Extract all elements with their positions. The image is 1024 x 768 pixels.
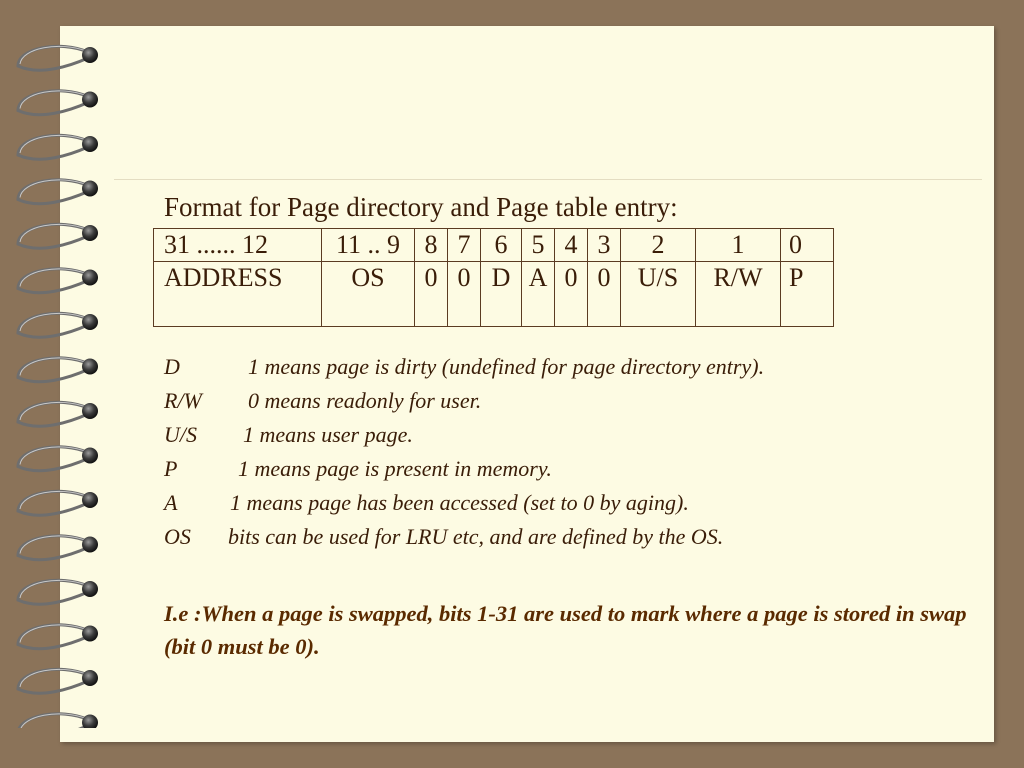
spiral-ring-icon xyxy=(18,402,98,426)
bit-cell: 2 xyxy=(621,229,696,262)
bit-cell: 31 ...... 12 xyxy=(154,229,322,262)
definition-row xyxy=(164,352,764,386)
spiral-ring-icon xyxy=(18,313,98,337)
swap-note: I.e :When a page is swapped, bits 1-31 are used to mark where a page is stored in swap (bit 0 must be 0). xyxy=(164,601,967,659)
definition-text: 1 means user page. xyxy=(243,422,413,447)
definition-text: 1 means page has been accessed (set to 0 by aging). xyxy=(230,490,689,515)
page-entry-format-table xyxy=(153,228,834,327)
definition-term: OS xyxy=(164,524,191,549)
definition-row xyxy=(164,488,764,522)
spiral-ring-icon xyxy=(18,536,98,560)
definition-row xyxy=(164,454,764,488)
field-cell: 0 xyxy=(555,262,588,327)
ruled-line xyxy=(114,179,982,180)
definition-text: 1 means page is dirty (undefined for page directory entry). xyxy=(248,354,765,379)
spiral-ring-icon xyxy=(18,269,98,293)
spiral-ring-icon xyxy=(18,491,98,515)
definition-term: A xyxy=(164,490,178,515)
bit-cell: 4 xyxy=(555,229,588,262)
bit-cell: 6 xyxy=(481,229,522,262)
definition-term: D xyxy=(164,354,180,379)
bit-definitions xyxy=(164,352,764,556)
spiral-ring-icon xyxy=(18,669,98,693)
spiral-ring-icon xyxy=(18,224,98,248)
spiral-ring-icon xyxy=(18,580,98,604)
spiral-ring-icon xyxy=(18,447,98,471)
field-cell: 0 xyxy=(588,262,621,327)
field-cell: 0 xyxy=(415,262,448,327)
definition-term: U/S xyxy=(164,422,197,447)
bit-cell: 1 xyxy=(696,229,781,262)
field-row xyxy=(154,262,834,327)
bit-cell: 5 xyxy=(522,229,555,262)
definition-term: P xyxy=(164,456,178,481)
spiral-binding xyxy=(10,38,110,728)
field-cell: P xyxy=(781,262,834,327)
bit-cell: 11 .. 9 xyxy=(322,229,415,262)
definition-text: bits can be used for LRU etc, and are defined by the OS. xyxy=(228,524,724,549)
spiral-ring-icon xyxy=(18,625,98,649)
definition-row xyxy=(164,522,764,556)
bit-cell: 7 xyxy=(448,229,481,262)
spiral-ring-icon xyxy=(18,46,98,70)
bit-number-row xyxy=(154,229,834,262)
spiral-ring-icon xyxy=(18,180,98,204)
field-cell: OS xyxy=(322,262,415,327)
spiral-ring-icon xyxy=(18,91,98,115)
definition-row xyxy=(164,386,764,420)
field-cell: ADDRESS xyxy=(154,262,322,327)
spiral-ring-icon xyxy=(18,714,98,728)
spiral-ring-icon xyxy=(18,135,98,159)
definition-text: 1 means page is present in memory. xyxy=(238,456,552,481)
bit-cell: 8 xyxy=(415,229,448,262)
definition-row xyxy=(164,420,764,454)
field-cell: 0 xyxy=(448,262,481,327)
definition-term: R/W xyxy=(164,388,202,413)
field-cell: A xyxy=(522,262,555,327)
field-cell: D xyxy=(481,262,522,327)
field-cell: R/W xyxy=(696,262,781,327)
bit-cell: 0 xyxy=(781,229,834,262)
field-cell: U/S xyxy=(621,262,696,327)
spiral-ring-icon xyxy=(18,358,98,382)
definition-text: 0 means readonly for user. xyxy=(248,388,482,413)
slide-title: Format for Page directory and Page table entry: xyxy=(164,192,678,222)
bit-cell: 3 xyxy=(588,229,621,262)
